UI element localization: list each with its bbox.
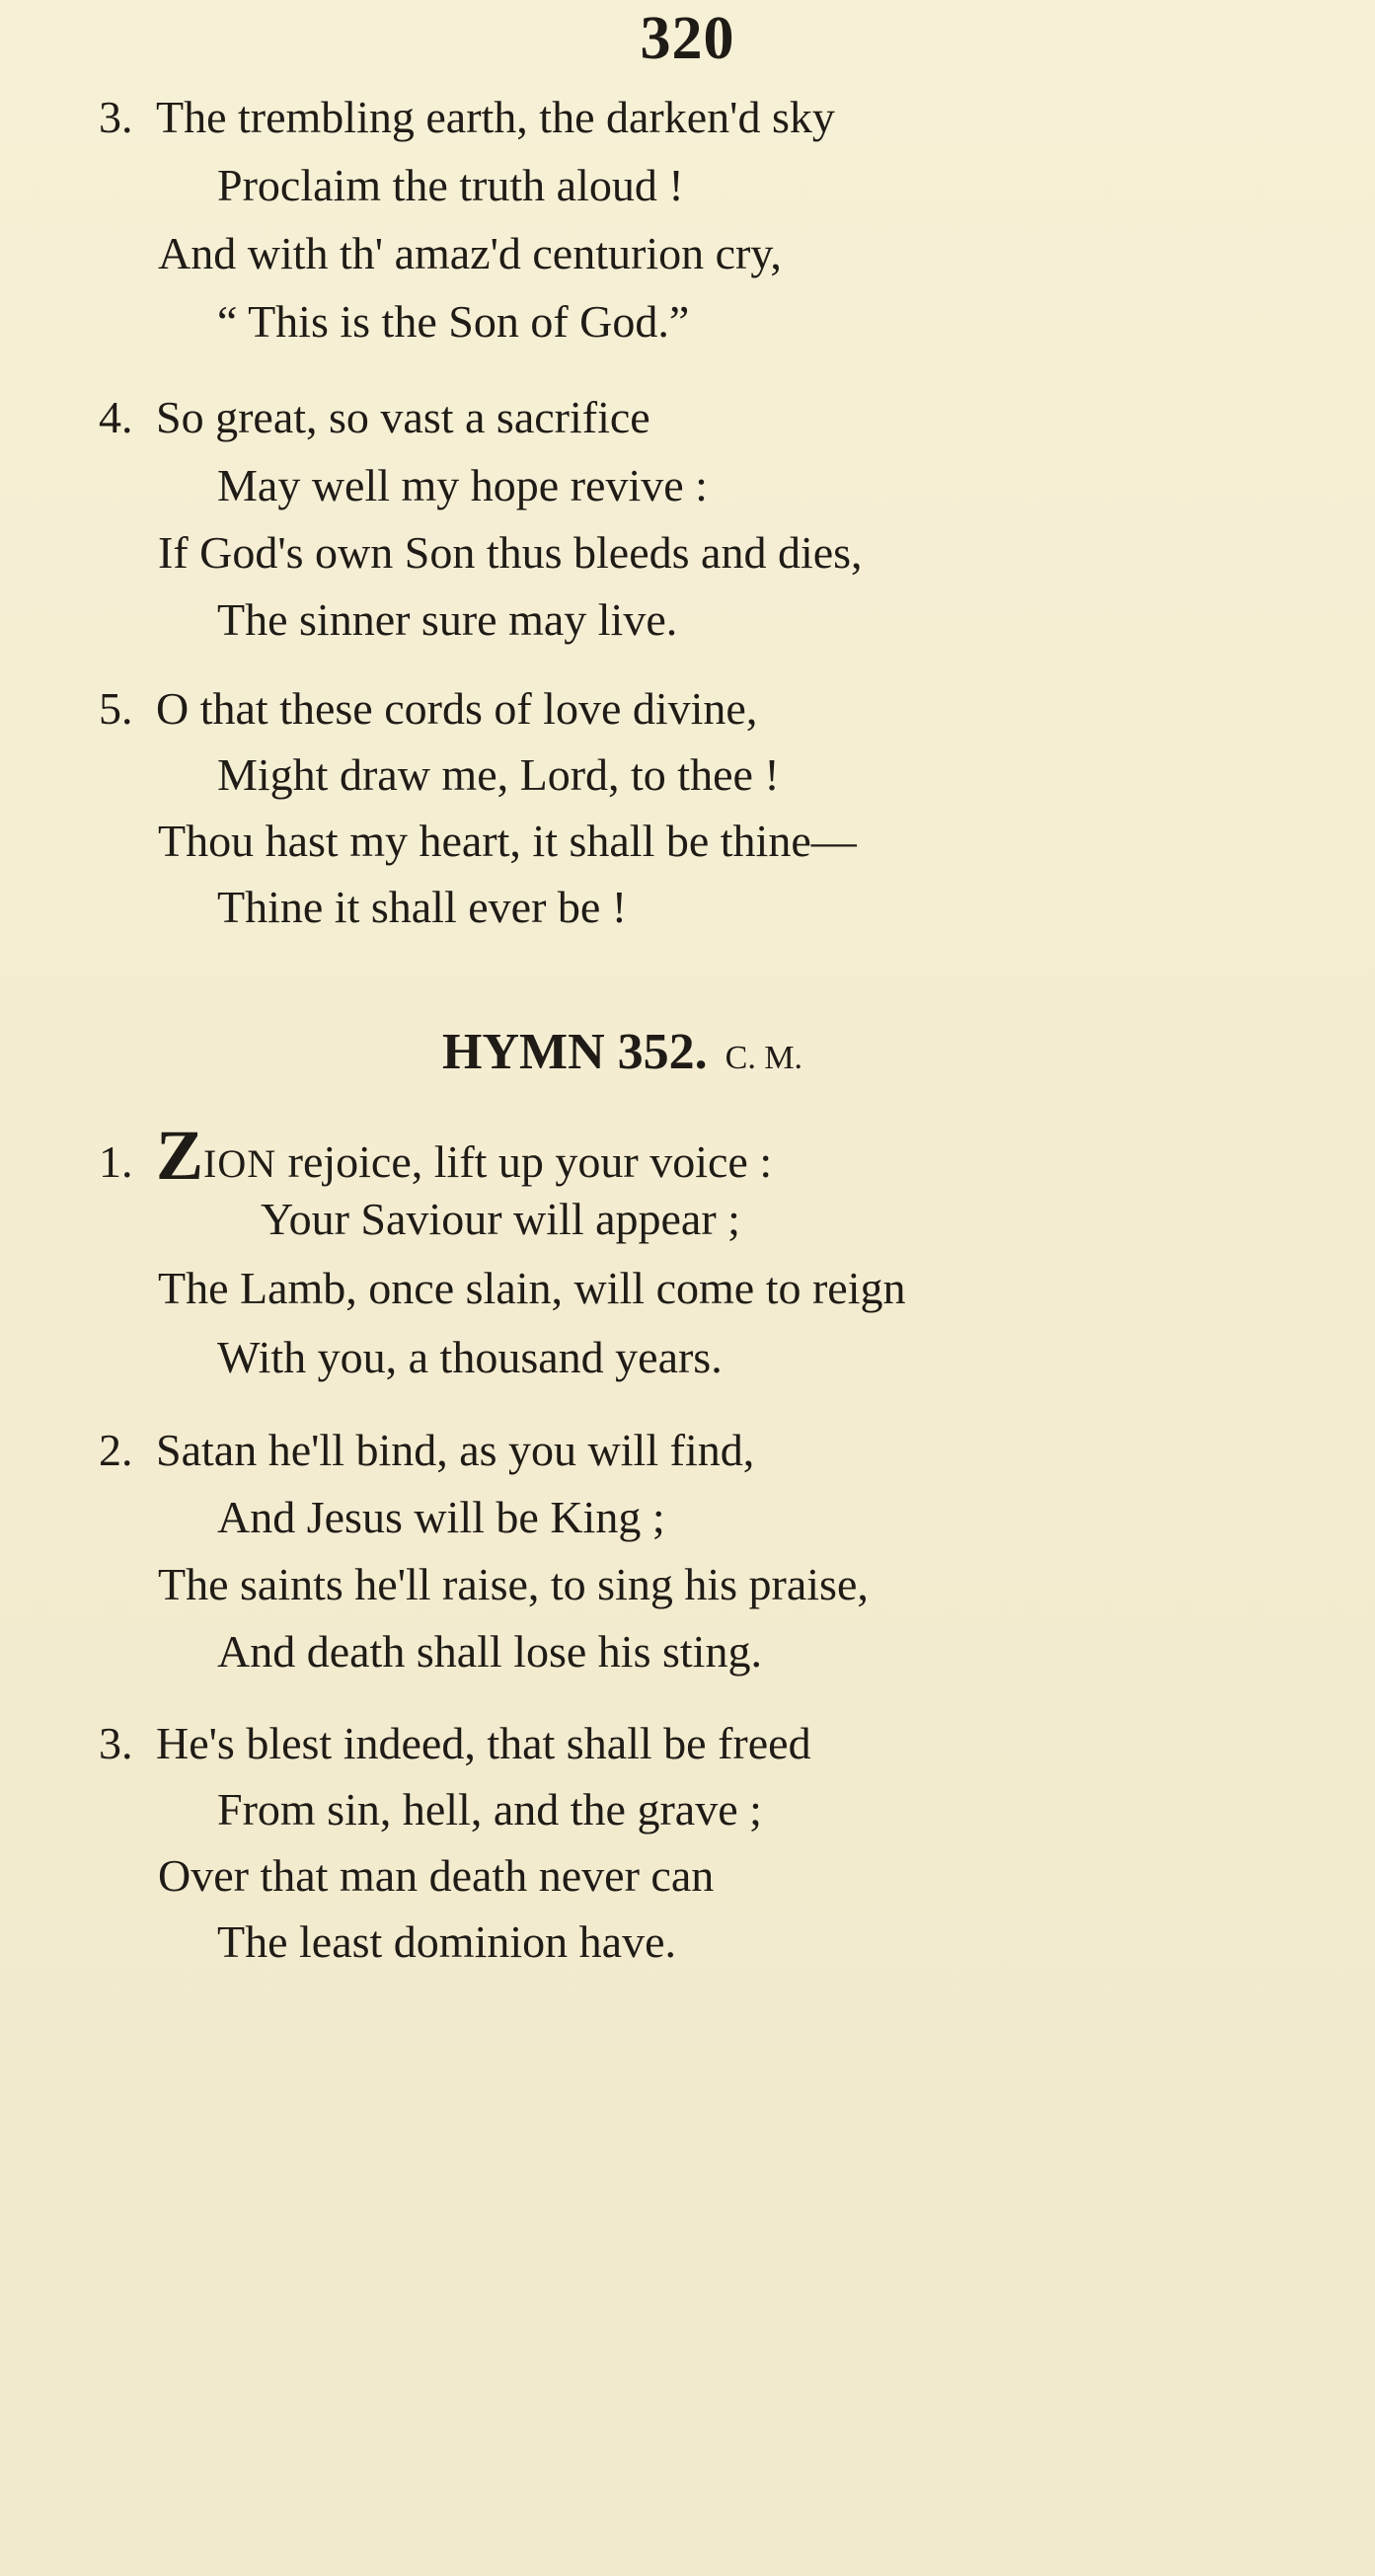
verse-line	[99, 1425, 755, 1475]
verse-line: Thou hast my heart, it shall be thine—	[158, 816, 857, 866]
verse-number: 1.	[99, 1136, 133, 1187]
verse-line: “ This is the Son of God.”	[217, 296, 690, 347]
verse-text: Satan he'll bind, as you will find,	[156, 1425, 755, 1475]
hymn-heading	[442, 1023, 802, 1081]
verse-line: Thine it shall ever be !	[217, 882, 628, 932]
verse-line	[99, 92, 835, 142]
verse-line: From sin, hell, and the grave ;	[217, 1784, 762, 1834]
verse-number: 5.	[99, 683, 133, 734]
hymn-title: HYMN 352.	[442, 1024, 708, 1080]
verse-line: The sinner sure may live.	[217, 594, 678, 645]
verse-line: Proclaim the truth aloud !	[217, 160, 684, 210]
verse-line: If God's own Son thus bleeds and dies,	[158, 527, 863, 578]
verse-line: May well my hope revive :	[217, 460, 708, 510]
verse-number: 3.	[99, 92, 133, 142]
verse-line: With you, a thousand years.	[217, 1332, 723, 1382]
verse-text: rejoice, lift up your voice :	[276, 1136, 773, 1187]
first-word-rest: ION	[203, 1141, 277, 1186]
verse-line	[99, 392, 650, 442]
verse-line: And death shall lose his sting.	[217, 1626, 762, 1677]
verse-line: The Lamb, once slain, will come to reign	[158, 1263, 906, 1313]
verse-text: So great, so vast a sacrifice	[156, 392, 650, 442]
verse-text: He's blest indeed, that shall be freed	[156, 1718, 811, 1768]
hymn-meter: C. M.	[725, 1040, 803, 1076]
verse-line: The saints he'll raise, to sing his praise,	[158, 1559, 869, 1609]
drop-cap: Z	[156, 1116, 204, 1195]
verse-line	[99, 1116, 773, 1195]
verse-text: The trembling earth, the darken'd sky	[156, 92, 835, 142]
verse-text: O that these cords of love divine,	[156, 683, 758, 734]
verse-line: The least dominion have.	[217, 1916, 676, 1967]
verse-line: And with th' amaz'd centurion cry,	[158, 228, 782, 278]
verse-number: 3.	[99, 1718, 133, 1768]
page-number: 320	[640, 5, 735, 72]
verse-number: 2.	[99, 1425, 133, 1475]
verse-line: Your Saviour will appear ;	[261, 1194, 740, 1244]
verse-line	[99, 1718, 811, 1768]
verse-line: Might draw me, Lord, to thee !	[217, 749, 780, 800]
verse-line: And Jesus will be King ;	[217, 1492, 665, 1542]
verse-line: Over that man death never can	[158, 1850, 715, 1901]
verse-number: 4.	[99, 392, 133, 442]
verse-line	[99, 683, 758, 734]
